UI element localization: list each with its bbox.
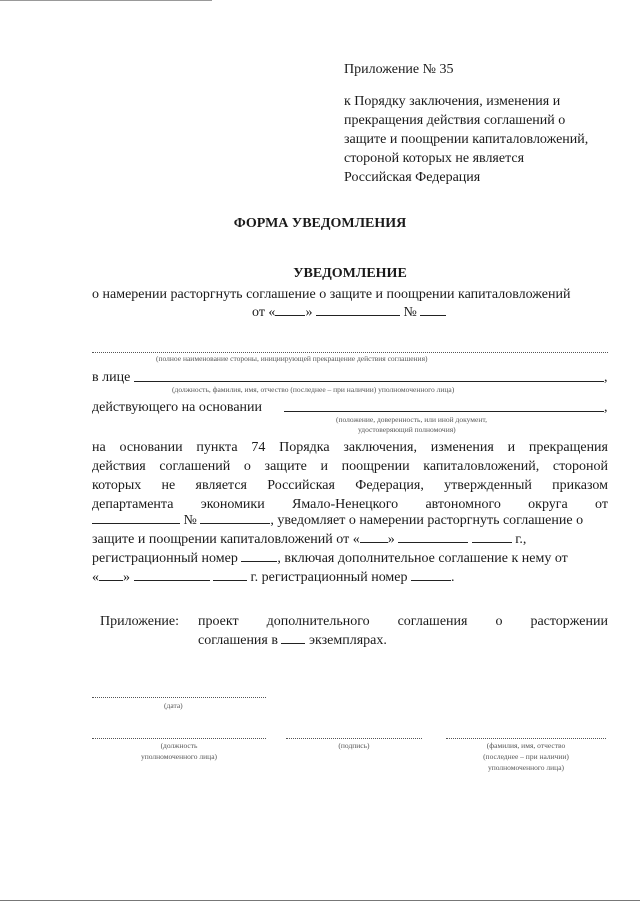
- position-hint-1: (должность: [160, 741, 198, 750]
- signature-hint: (подпись): [338, 741, 370, 750]
- appendix-number: Приложение № 35: [344, 62, 454, 77]
- body-line-1: на основании пункта 74 Порядка заключения, изменения и прекращения: [92, 440, 608, 455]
- body-line-2: действия соглашений о защите и поощрении капиталовложений, стороной: [92, 459, 608, 474]
- body-line-3: которых не является Российская Федерация, утвержденный приказом: [92, 478, 608, 493]
- name-hint-2: (последнее – при наличии): [483, 752, 569, 761]
- top-rule: [0, 0, 212, 1]
- in-person-hint: (должность, фамилия, имя, отчество (последнее – при наличии) уполномоченного лица): [172, 385, 455, 394]
- body-line-5: № , уведомляет о намерении расторгнуть соглашение о: [92, 511, 583, 530]
- ref-line: Российская Федерация: [344, 170, 481, 185]
- appendix-line-2: соглашения в экземплярах.: [198, 633, 387, 648]
- acting-hint-1: (положение, доверенность, или иной документ,: [336, 415, 487, 424]
- notice-subtitle: о намерении расторгнуть соглашение о защите и поощрении капиталовложений: [92, 287, 571, 302]
- day-blank: [275, 303, 305, 316]
- number-blank: [420, 303, 446, 316]
- ref-line: к Порядку заключения, изменения и: [344, 94, 561, 109]
- ref-line: защите и поощрении капиталовложений,: [344, 132, 589, 147]
- date-line: [92, 697, 266, 698]
- appendix-label: Приложение:: [100, 614, 180, 629]
- acting-hint-2: удостоверяющий полномочия): [358, 425, 456, 434]
- appendix-line-1: проект дополнительного соглашения о расторжении: [198, 614, 608, 629]
- in-person-label: в лице: [92, 370, 131, 385]
- ref-line: прекращения действия соглашений о: [344, 113, 566, 128]
- notice-title: УВЕДОМЛЕНИЕ: [293, 266, 407, 281]
- in-person-line: [134, 381, 604, 382]
- form-title: ФОРМА УВЕДОМЛЕНИЯ: [233, 216, 407, 231]
- ref-line: стороной которых не является: [344, 151, 525, 166]
- body-line-8: « » г. регистрационный номер .: [92, 570, 455, 585]
- name-line: [446, 738, 606, 739]
- party-hint: (полное наименование стороны, инициирующей прекращение действия соглашения): [156, 354, 428, 363]
- name-hint-3: уполномоченного лица): [487, 763, 565, 772]
- position-hint-2: уполномоченного лица): [140, 752, 218, 761]
- acting-line: [284, 411, 604, 412]
- position-line: [92, 738, 266, 739]
- acting-label: действующего на основании: [92, 400, 263, 415]
- party-name-line: [92, 352, 608, 353]
- date-hint: (дата): [164, 701, 183, 710]
- body-line-6: защите и поощрении капиталовложений от « » г.,: [92, 532, 527, 547]
- bottom-rule: [0, 900, 640, 901]
- name-hint-1: (фамилия, имя, отчество: [486, 741, 566, 750]
- body-line-4: департамента экономики Ямало-Ненецкого автономного округа от: [92, 497, 608, 512]
- notice-date-line: от « » №: [252, 303, 446, 322]
- month-blank: [316, 303, 400, 316]
- signature-line: [286, 738, 422, 739]
- body-line-7: регистрационный номер , включая дополнительное соглашение к нему от: [92, 551, 568, 566]
- appendix-reference: [344, 92, 588, 187]
